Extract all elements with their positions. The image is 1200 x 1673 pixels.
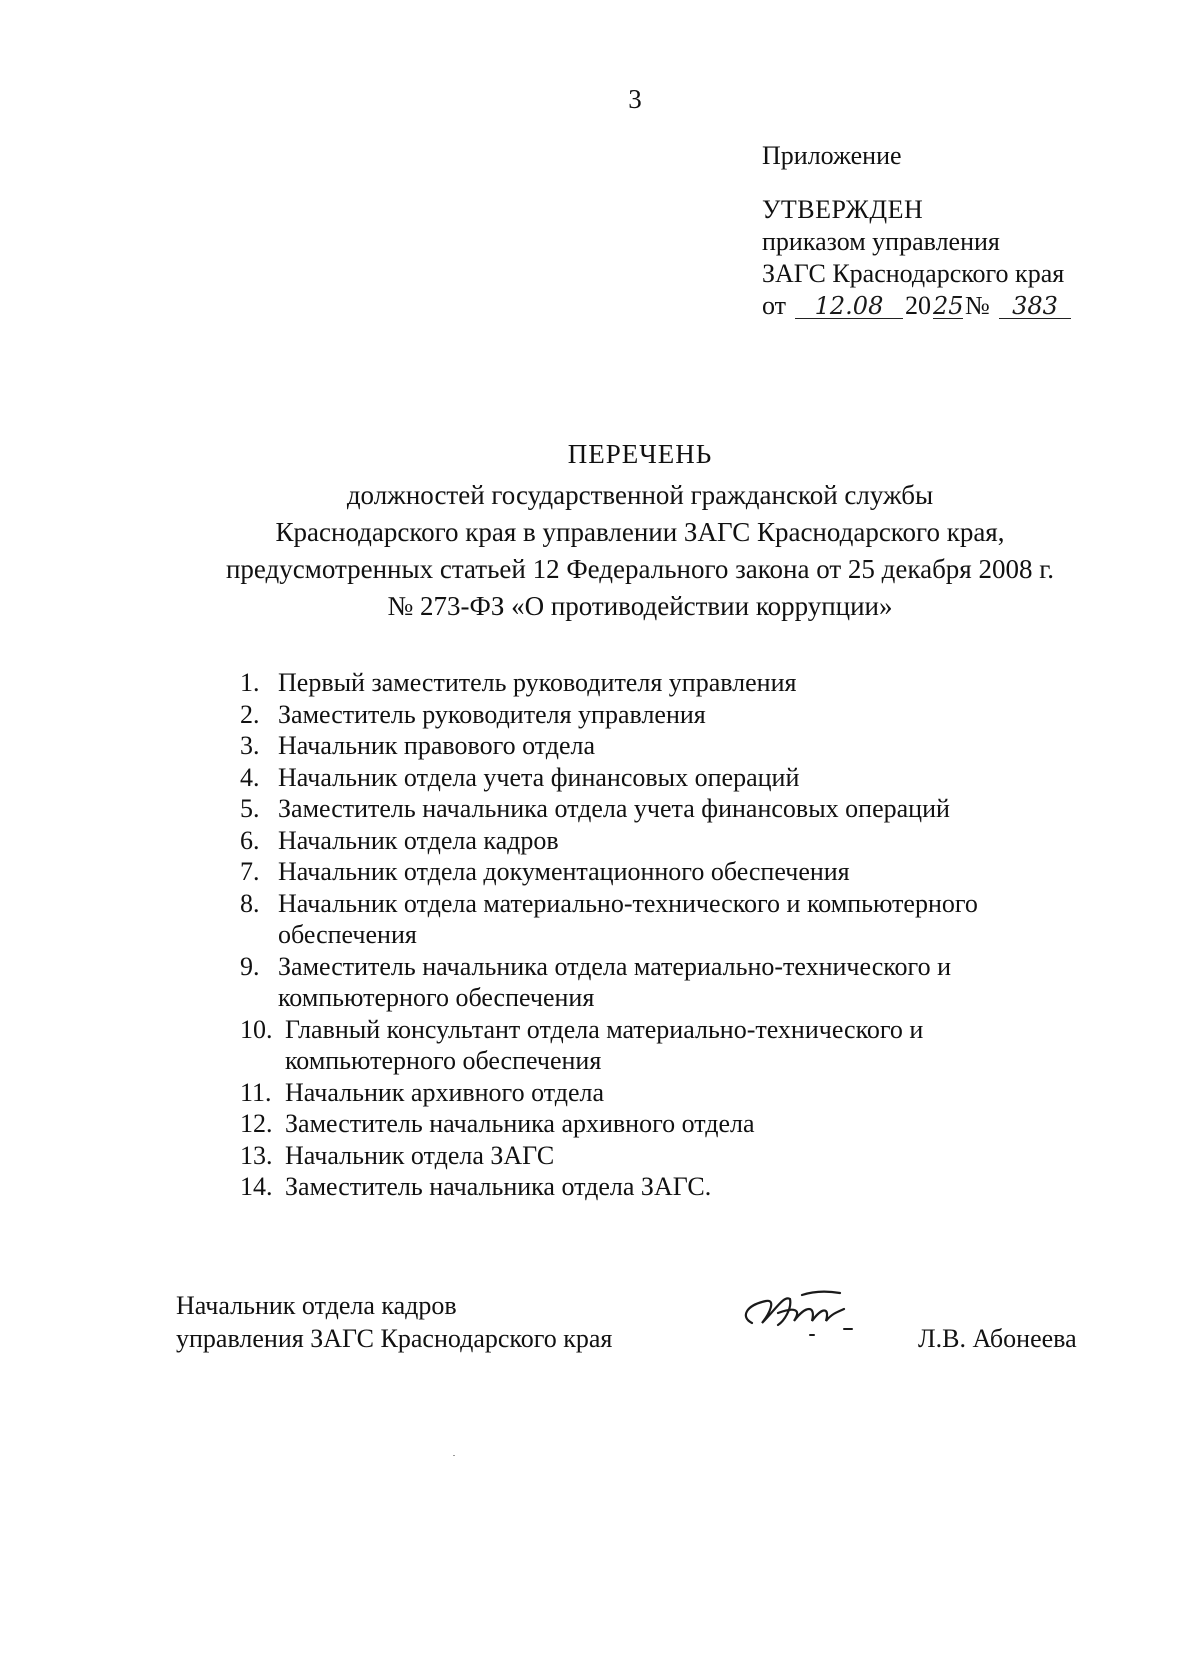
item-text: Главный консультант отдела материально-технического и компьютерного обеспечения	[285, 1014, 924, 1075]
item-text: Начальник отдела ЗАГС	[285, 1140, 555, 1170]
item-number: 8.	[240, 888, 260, 918]
from-label: от	[762, 291, 787, 320]
list-item	[240, 793, 1140, 825]
handwritten-date: 12.08	[795, 290, 903, 319]
title-line: должностей государственной гражданской службы	[346, 480, 934, 510]
item-number: 14.	[240, 1172, 273, 1201]
item-number: 10.	[240, 1014, 273, 1044]
signer-title	[176, 1289, 696, 1355]
approval-order-line1: приказом управления	[762, 227, 1000, 256]
title-line: Краснодарского края в управлении ЗАГС Краснодарского края,	[275, 517, 1005, 547]
item-text: Начальник архивного отдела	[285, 1077, 605, 1107]
signer-title-line1: Начальник отдела кадров	[176, 1291, 457, 1320]
list-item	[240, 1171, 1140, 1203]
list-item	[240, 1077, 1140, 1109]
order-date-number-line	[762, 290, 1092, 324]
list-item	[240, 730, 1140, 762]
approval-stamp-block	[762, 140, 1092, 324]
list-item	[240, 667, 1140, 699]
item-number: 1.	[240, 668, 260, 697]
item-text: Начальник отдела учета финансовых операций	[278, 762, 800, 792]
item-number: 2.	[240, 699, 260, 729]
title-heading: ПЕРЕЧЕНЬ	[567, 439, 713, 469]
item-number: 5.	[240, 794, 260, 823]
title-line: № 273-ФЗ «О противодействии коррупции»	[387, 591, 893, 621]
item-text: Начальник правового отдела	[278, 731, 596, 760]
item-number: 11.	[240, 1077, 272, 1107]
handwritten-order-number: 383	[999, 290, 1071, 319]
number-label: №	[965, 291, 990, 320]
item-text: Начальник отдела кадров	[278, 825, 559, 855]
item-text: Заместитель начальника отдела ЗАГС.	[285, 1172, 712, 1201]
item-text: Начальник отдела документационного обеспечения	[278, 857, 850, 886]
item-number: 4.	[240, 762, 260, 792]
list-item	[240, 888, 1038, 951]
list-item	[240, 762, 1140, 794]
approved-label: УТВЕРЖДЕН	[762, 195, 924, 224]
page-number: 3	[628, 84, 642, 114]
appendix-label: Приложение	[762, 141, 902, 170]
year-prefix: 20	[905, 291, 931, 320]
list-item	[240, 1014, 1005, 1077]
list-item	[240, 825, 1140, 857]
approval-order-line2: ЗАГС Краснодарского края	[762, 259, 1065, 288]
signer-name: Л.В. Абонеева	[918, 1324, 1077, 1353]
list-item	[240, 951, 1008, 1014]
item-text: Первый заместитель руководителя управления	[278, 668, 797, 697]
item-number: 13.	[240, 1140, 273, 1170]
item-text: Заместитель руководителя управления	[278, 699, 706, 729]
title-line: предусмотренных статьей 12 Федерального закона от 25 декабря 2008 г.	[225, 554, 1055, 584]
handwritten-year: 25	[933, 292, 964, 320]
list-item	[240, 856, 1140, 888]
item-number: 3.	[240, 731, 260, 760]
positions-list	[240, 667, 1140, 1203]
document-title	[140, 436, 1140, 625]
list-item	[240, 1108, 1140, 1140]
list-item	[240, 1140, 1140, 1172]
signer-title-line2: управления ЗАГС Краснодарского края	[176, 1324, 613, 1353]
item-text: Заместитель начальника отдела учета финансовых операций	[278, 794, 950, 823]
item-number: 6.	[240, 825, 260, 855]
handwritten-signature	[732, 1283, 872, 1343]
item-number: 9.	[240, 951, 260, 981]
item-number: 12.	[240, 1109, 273, 1138]
list-item	[240, 699, 1140, 731]
item-text: Заместитель начальника отдела материально-технического и компьютерного обеспечения	[278, 951, 951, 1012]
item-text: Начальник отдела материально-технического и компьютерного обеспечения	[278, 888, 978, 949]
item-number: 7.	[240, 857, 260, 886]
item-text: Заместитель начальника архивного отдела	[285, 1109, 755, 1138]
scan-artifact	[453, 1455, 455, 1456]
